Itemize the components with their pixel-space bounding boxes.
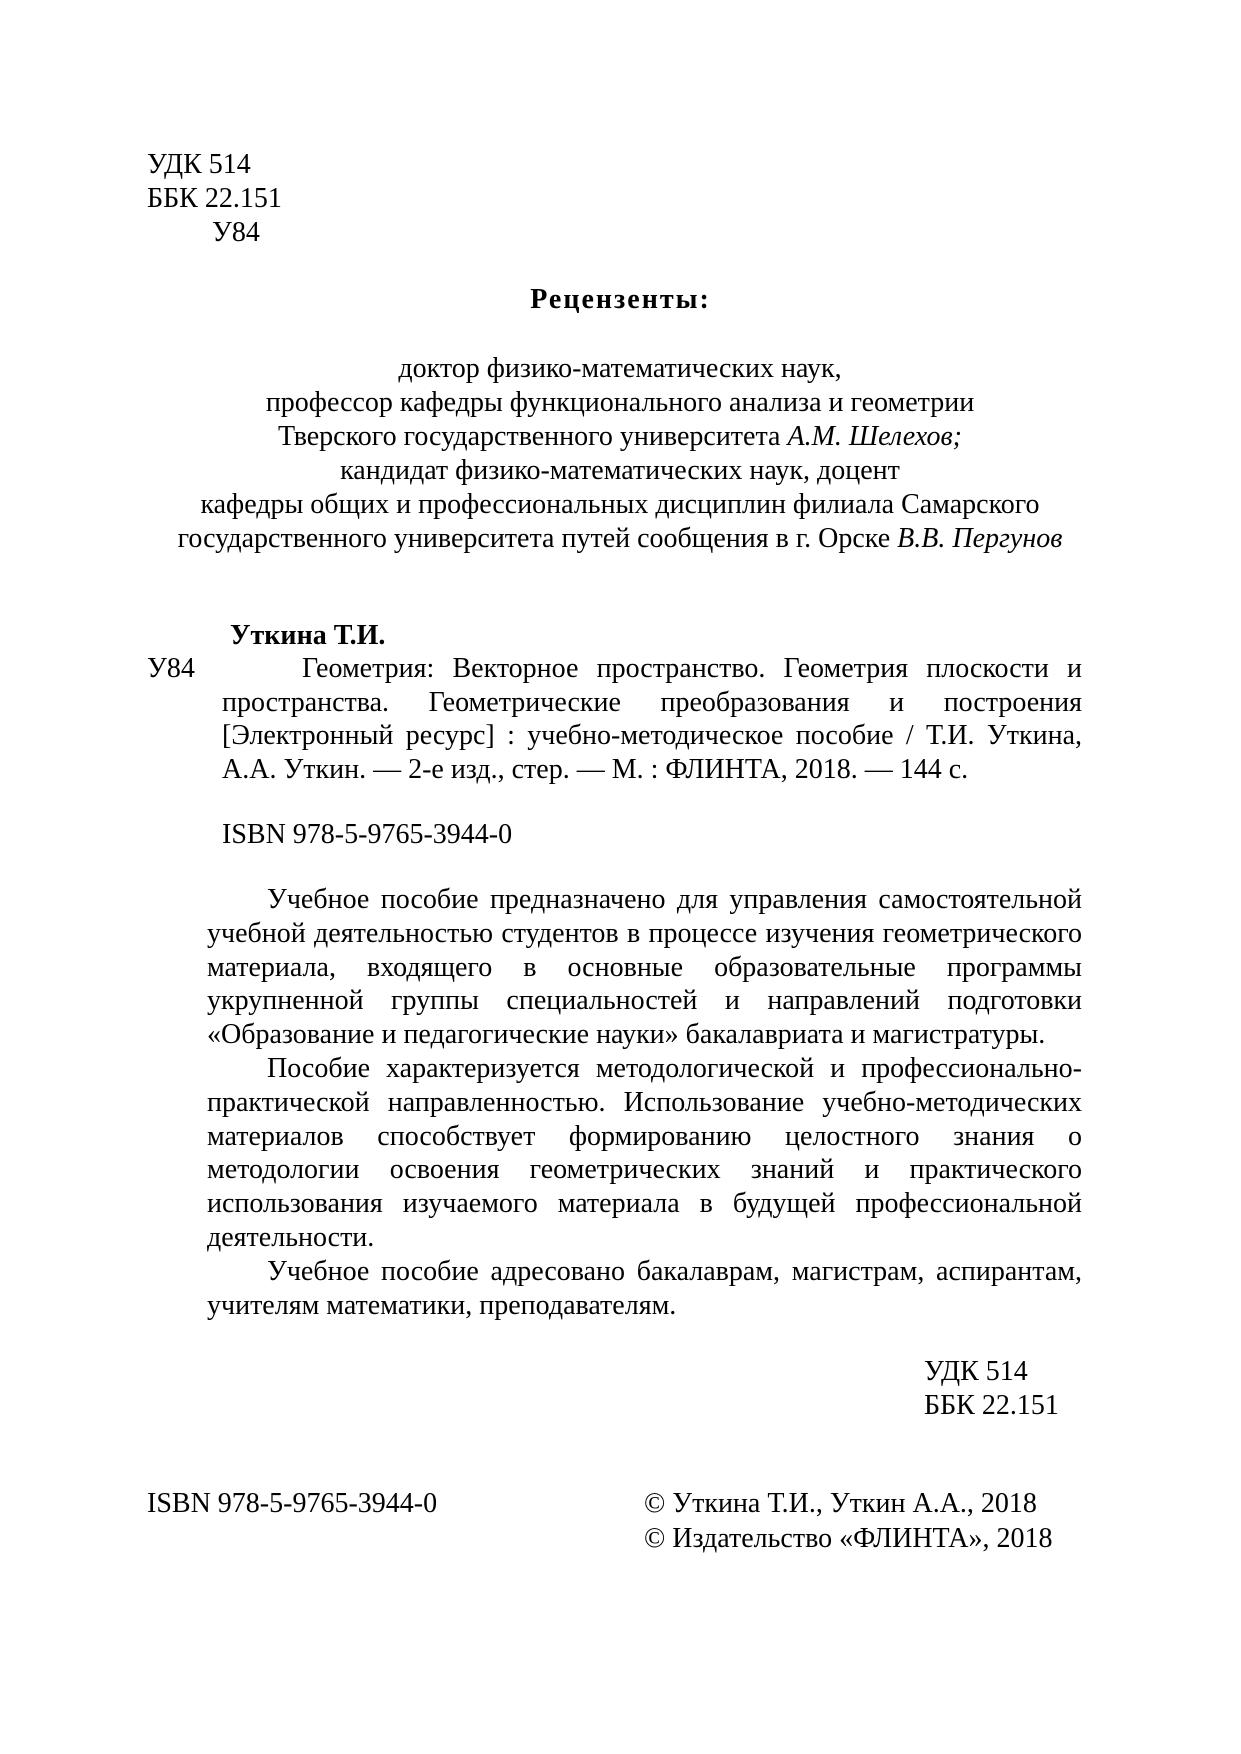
reviewer-name: А.М. Шелехов; [787,421,963,452]
copyright-publisher: © Издательство «ФЛИНТА», 2018 [644,1523,1053,1554]
catalog-description: Геометрия: Векторное пространство. Геометрия плоскости и пространства. Геометрические преобразования и построения [Электронный ресурс] : учебно-методическое пособие / Т.И. Уткина, А.А. Уткин. — 2-е изд., стер. — М. : ФЛИНТА, 2018. — 144 с. [222,653,1082,786]
catalog-author-mark: У84 [147,653,195,684]
header-udk: УДК 514 [147,149,251,180]
annotation-paragraph: Пособие характеризуется методологической и профессионально-практической направленностью. Использование учебно-методических материалов способствует формированию целостного знания о методологии освоения геометрических знаний и практического использования изучаемого материала в будущей профессиональной деятельности. [207,1052,1082,1253]
footer-udk: УДК 514 [924,1356,1028,1387]
annotation-paragraph: Учебное пособие адресовано бакалаврам, магистрам, аспирантам, учителям математики, преподавателям. [207,1255,1082,1321]
catalog-isbn: ISBN 978-5-9765-3944-0 [222,819,513,850]
annotation [207,883,1082,1322]
copyright-authors: © Уткина Т.И., Уткин А.А., 2018 [644,1488,1037,1519]
reviewer-line: кафедры общих и профессиональных дисциплин филиала Самарского [200,489,1040,520]
reviewers-list [120,352,1120,556]
reviewers-heading: Рецензенты: [530,284,711,315]
reviewer-line: Тверского государственного университета А.М. Шелехов; [277,421,963,452]
footer-isbn: ISBN 978-5-9765-3944-0 [147,1488,438,1519]
reviewer-line: профессор кафедры функционального анализа и геометрии [265,387,975,418]
header-bbk: ББК 22.151 [147,183,282,214]
reviewer-line: доктор физико-математических наук, [398,353,842,384]
annotation-paragraph: Учебное пособие предназначено для управления самостоятельной учебной деятельностью студентов в процессе изучения геометрического материала, входящего в основные образовательные программы укрупненной группы специальностей и направлений подготовки «Образование и педагогические науки» бакалавриата и магистратуры. [207,884,1082,1051]
reviewer-line: государственного университета путей сообщения в г. Орске В.В. Пергунов [177,523,1063,554]
header-author-mark: У84 [212,217,260,248]
footer-bbk: ББК 22.151 [924,1390,1059,1421]
reviewer-name: В.В. Пергунов [897,523,1063,554]
reviewer-line: кандидат физико-математических наук, доцент [340,455,900,486]
catalog-author: Уткина Т.И. [230,620,386,651]
